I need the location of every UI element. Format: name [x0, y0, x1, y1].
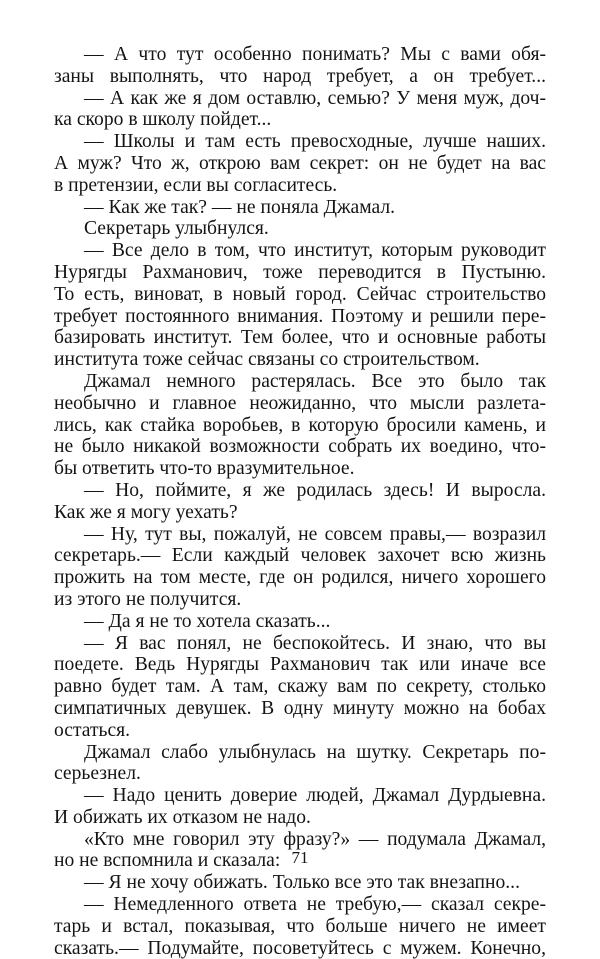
text-line: Секретарь улыбнулся. [84, 218, 269, 240]
page-number: 71 [291, 848, 309, 867]
text-line: И обижать их отказом не надо. [54, 806, 311, 828]
text-line: — Ну, тут вы, пожалуй, не совсем правы,— возразил [84, 523, 546, 545]
text-line: — Немедленного ответа не требую,— сказал секре- [84, 894, 546, 916]
text-line: бы ответить что-то вразумительное. [54, 458, 355, 480]
text-line: равно будет там. А там, скажу вам по секрету, столько [54, 676, 546, 698]
text-line: прожить на том месте, где он родился, ничего хорошего [54, 567, 546, 589]
text-line: не было никакой возможности собрать их воедино, что- [54, 436, 546, 458]
text-line: остаться. [54, 719, 131, 741]
text-line: тарь и встал, показывая, что больше ничего не имеет [54, 915, 546, 937]
text-line: поедете. Ведь Нурягды Рахманович так или иначе все [54, 654, 546, 676]
text-line: — А что тут особенно понимать? Мы с вами обя- [84, 44, 546, 65]
text-line: из этого не получится. [54, 588, 242, 610]
text-line: требует постоянного внимания. Поэтому и решили пере- [54, 305, 546, 327]
text-line: — Все дело в том, что институт, которым руководит [84, 240, 546, 262]
text-line: секретарь.— Если каждый человек захочет всю жизнь [54, 545, 546, 567]
text-line: серьезнел. [54, 763, 141, 785]
text-line: но не вспомнила и сказала: [54, 850, 281, 872]
text-line: То есть, виноват, в новый город. Сейчас строительство [54, 283, 546, 305]
text-line: сказать.— Подумайте, посоветуйтесь с мужем. Конечно, [54, 937, 546, 959]
text-line: Нурягды Рахманович, тоже переводится в Пустыню. [54, 261, 546, 283]
text-line: Джамал немного растерялась. Все это было так [84, 370, 546, 392]
text-line: Джамал слабо улыбнулась на шутку. Секретарь по- [84, 741, 546, 763]
text-line: — Но, поймите, я же родилась здесь! И выросла. [84, 479, 546, 501]
text-line: института тоже сейчас связаны со строительством. [54, 349, 480, 371]
text-line: — Я не хочу обижать. Только все это так внезапно... [84, 872, 520, 894]
text-line: ка скоро в школу пойдет... [54, 109, 272, 131]
text-line: в претензии, если вы согласитесь. [54, 174, 338, 196]
text-line: — А как же я дом оставлю, семью? У меня муж, доч- [84, 87, 546, 109]
text-line: — Как же так? — не поняла Джамал. [84, 196, 396, 218]
body-text [54, 44, 546, 959]
text-line: — Да я не то хотела сказать... [84, 610, 331, 632]
text-line: А муж? Что ж, открою вам секрет: он не будет на вас [54, 152, 546, 174]
text-line: — Я вас понял, не беспокойтесь. И знаю, что вы [84, 632, 546, 654]
text-line: заны выполнять, что народ требует, а он требует... [54, 65, 546, 87]
text-line: базировать институт. Тем более, что и основные работы [54, 327, 546, 349]
text-line: — Школы и там есть превосходные, лучше наших. [84, 131, 546, 153]
text-line: симпатичных девушек. В одну минуту можно на бобах [54, 697, 546, 719]
text-line: Как же я могу уехать? [54, 501, 238, 523]
text-line: необычно и главное неожиданно, что мысли разлета- [54, 392, 546, 414]
text-line: «Кто мне говорил эту фразу?» — подумала Джамал, [84, 828, 546, 850]
text-line: лись, как стайка воробьев, в которую бросили камень, и [54, 414, 546, 436]
text-line: — Надо ценить доверие людей, Джамал Дурдыевна. [84, 785, 546, 807]
